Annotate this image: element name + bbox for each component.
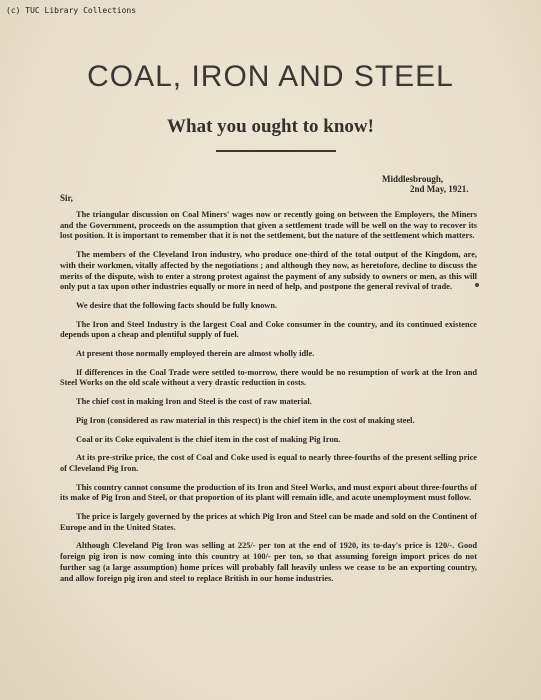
paragraph: The members of the Cleveland Iron industry, who produce one-third of the total output of the Kingdom, are, with their workmen, vitally affected by the negotiations ; and although they now, as heretofore, decline to discuss the merits of the dispute, wish to enter a strong protest against the payment of any subsidy to owners or men, as this will only put a tax upon other industries equally or more in need of help, and postpone the general revival of trade.	[60, 250, 477, 292]
paragraph: At present those normally employed therein are almost wholly idle.	[76, 349, 315, 359]
paragraph: At its pre-strike price, the cost of Coal and Coke used is equal to nearly three-fourths of the present selling price of Cleveland Pig Iron.	[60, 453, 477, 473]
paragraph: Although Cleveland Pig Iron was selling at 225/- per ton at the end of 1920, its to-day's price is 120/-. Good foreign pig iron is now coming into this country at 100/- per ton, so that assuming foreign import prices do not further sag (a large assumption) home prices will probably fall heavily unless we cease to be an exporting country, and allow foreign pig iron and steel to replace British in our home industries.	[60, 541, 477, 583]
paragraph: The Iron and Steel Industry is the largest Coal and Coke consumer in the country, and its continued existence depends upon a cheap and plentiful supply of fuel.	[60, 319, 477, 340]
title-divider	[216, 150, 336, 152]
page-title: COAL, IRON AND STEEL	[87, 60, 454, 93]
paragraph: Coal or its Coke equivalent is the chief item in the cost of making Pig Iron.	[76, 434, 341, 444]
page-subtitle: What you ought to know!	[167, 116, 374, 137]
paragraph: The price is largely governed by the prices at which Pig Iron and Steel can be made and sold on the Continent of Europe and in the United States.	[60, 512, 477, 532]
letter-location: Middlesbrough,	[382, 174, 444, 184]
paragraph: The chief cost in making Iron and Steel is the cost of raw material.	[76, 397, 312, 407]
paragraph: The triangular discussion on Coal Miners' wages now or recently going on between the Employers, the Miners and the Government, proceeds on the assumption that given a settlement trade will be well on the way to recover its lost position. It is important to remember that it is not the settlement, but the nature of the settlement which matters.	[60, 210, 477, 241]
paragraph: Pig Iron (considered as raw material in this respect) is the chief item in the cost of making steel.	[76, 415, 415, 425]
salutation: Sir,	[60, 193, 73, 203]
paragraph: This country cannot consume the production of its Iron and Steel Works, and must export about three-fourths of its make of Pig Iron and Steel, or that proportion of its plant will remain idle, and acute unemployment must follow.	[60, 482, 477, 503]
paragraph: We desire that the following facts should be fully known.	[76, 300, 278, 310]
letter-date: 2nd May, 1921.	[410, 184, 469, 194]
letter-body	[60, 210, 477, 592]
copyright-watermark: (c) TUC Library Collections	[6, 6, 137, 15]
paragraph: If differences in the Coal Trade were settled to-morrow, there would be no resumption of work at the Iron and Steel Works on the old scale without a very drastic reduction in costs.	[60, 367, 477, 388]
